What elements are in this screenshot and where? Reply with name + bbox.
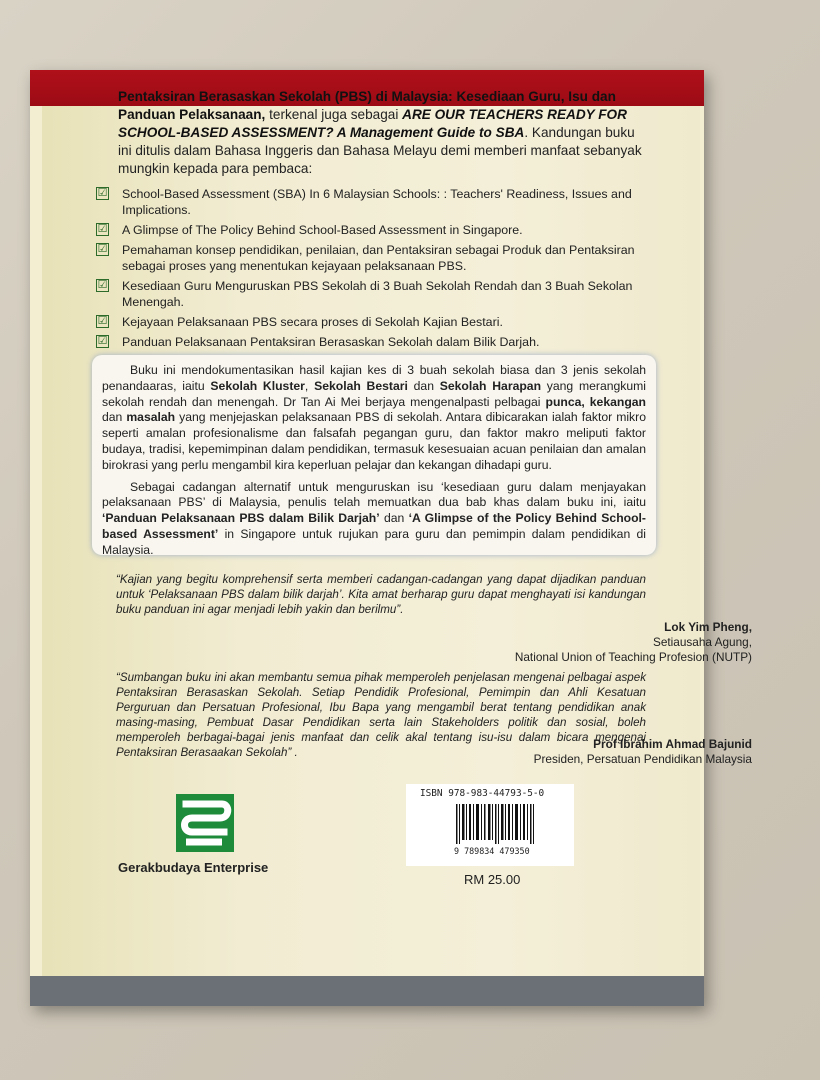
testimonial-signature-1 <box>515 620 752 665</box>
list-item <box>96 314 656 330</box>
signatory-name: Prof Ibrahim Ahmad Bajunid <box>593 737 752 751</box>
list-item-text: School-Based Assessment (SBA) In 6 Malaysian Schools: : Teachers' Readiness, Issues and Implications. <box>122 187 632 217</box>
testimonial-quote-1: “Kajian yang begitu komprehensif serta memberi cadangan-cadangan yang dapat dijadikan panduan untuk ‘Pelaksanaan PBS dalam bilik darjah’. Kita amat berharap guru dapat menghayati isi kandungan buku panduan ini agar menjadi lebih yakin dan berilmu”. <box>116 573 646 616</box>
isbn-number: ISBN 978-983-44793-5-0 <box>420 788 545 799</box>
checkbox-icon: ☑ <box>97 315 108 327</box>
list-item-text: Kejayaan Pelaksanaan PBS secara proses di Sekolah Kajian Bestari. <box>122 315 503 329</box>
intro-english-title: ARE OUR TEACHERS READY FOR SCHOOL-BASED ASSESSMENT? A Management Guide to SBA <box>118 107 627 140</box>
barcode-icon <box>456 804 536 844</box>
checkbox-icon: ☑ <box>97 223 108 235</box>
content-list <box>96 186 656 354</box>
intro-mid: terkenal juga sebagai <box>265 107 403 122</box>
checkbox-icon: ☑ <box>97 279 108 291</box>
publisher-name: Gerakbudaya Enterprise <box>118 860 269 875</box>
list-item <box>96 186 656 218</box>
list-item <box>96 222 656 238</box>
list-item <box>96 242 656 274</box>
summary-paragraph-2: Sebagai cadangan alternatif untuk menguruskan isu ‘kesediaan guru dalam menjayakan pelaksanaan PBS’ di Malaysia, penulis telah memuatkan dua bab khas dalam buku ini, iaitu ‘Panduan Pelaksanaan PBS dalam Bilik Darjah’ dan ‘A Glimpse of the Policy Behind School-based Assessment’ in Singapore untuk rujukan para guru dan pemimpin dalam pendidikan di Malaysia. <box>102 479 647 557</box>
testimonial-signature-2 <box>534 737 752 767</box>
intro-paragraph <box>118 88 650 178</box>
intro-rest: . Kandungan buku ini ditulis dalam Bahasa Inggeris dan Bahasa Melayu demi memberi manfaat sebanyak mungkin kepada para pembaca: <box>118 125 642 176</box>
intro-title: Pentaksiran Berasaskan Sekolah (PBS) di Malaysia: Kesediaan Guru, Isu dan Panduan Pelaksanaan, <box>118 89 616 122</box>
list-item-text: Kesediaan Guru Menguruskan PBS Sekolah di 3 Buah Sekolah Rendah dan 3 Buah Sekolan Menengah. <box>122 279 633 309</box>
gray-bottom-band <box>30 976 704 1006</box>
summary-paragraph-1: Buku ini mendokumentasikan hasil kajian kes di 3 buah sekolah biasa dan 3 jenis sekolah penandaaras, iaitu Sekolah Kluster, Sekolah Bestari dan Sekolah Harapan yang merangkumi sekolah rendah dan menengah. Dr Tan Ai Mei berjaya mengenalpasti pelbagai punca, kekangan dan masalah yang menjejaskan pelaksanaan PBS di sekolah. Antara dibicarakan ialah faktor mikro seperti amalan profesionalisme dan falsafah pegangan guru, dan faktor makro meliputi faktor budaya, tradisi, kepemimpinan dalam pendidikan, termasuk kesesuaian acuan penilaian dan amalan birokrasi yang perlu mengambil kira keperluan pelajar dan kekangan dihadapi guru. <box>102 363 647 472</box>
checkbox-icon: ☑ <box>97 243 108 255</box>
list-item-text: A Glimpse of The Policy Behind School-Based Assessment in Singapore. <box>122 223 523 237</box>
barcode-digits: 9 789834 479350 <box>454 846 530 856</box>
publisher-logo-icon <box>176 794 234 852</box>
list-item-text: Panduan Pelaksanaan Pentaksiran Berasaskan Sekolah dalam Bilik Darjah. <box>122 335 540 349</box>
signatory-org: National Union of Teaching Profesion (NUTP) <box>514 650 752 664</box>
isbn-sticker <box>406 784 574 866</box>
signatory-role: Presiden, Persatuan Pendidikan Malaysia <box>533 752 752 766</box>
checkbox-icon: ☑ <box>97 335 108 347</box>
summary-box <box>92 355 656 555</box>
list-item <box>96 278 656 310</box>
testimonial-quote-2: “Sumbangan buku ini akan membantu semua pihak memperoleh penjelasan mengenai pelbagai aspek Pentaksiran Berasaskan Sekolah. Setiap Pendidik Profesional, Pemimpin dan Ahli Kesatuan Perguruan dan Persatuan Profesional, Ibu Bapa yang mengambil berat tentang pendidikan anak masing-masing, Pembuat Dasar Pendidikan serta lain Stakeholders politik dan sosial, boleh memperoleh berbagai-bagai jenis manfaat dan celik akal tentang isu-isu dalam bicara mengenai Pentaksiran Berasaakan Sekolah” . <box>116 671 646 759</box>
signatory-name: Lok Yim Pheng, <box>664 620 752 634</box>
list-item <box>96 334 656 350</box>
price-label: RM 25.00 <box>464 872 521 887</box>
signatory-role: Setiausaha Agung, <box>652 635 752 649</box>
checkbox-icon: ☑ <box>97 187 108 199</box>
list-item-text: Pemahaman konsep pendidikan, penilaian, dan Pentaksiran sebagai Produk dan Pentaksiran sebagai proses yang menentukan kejayaan pelaksanaan PBS. <box>122 243 635 273</box>
